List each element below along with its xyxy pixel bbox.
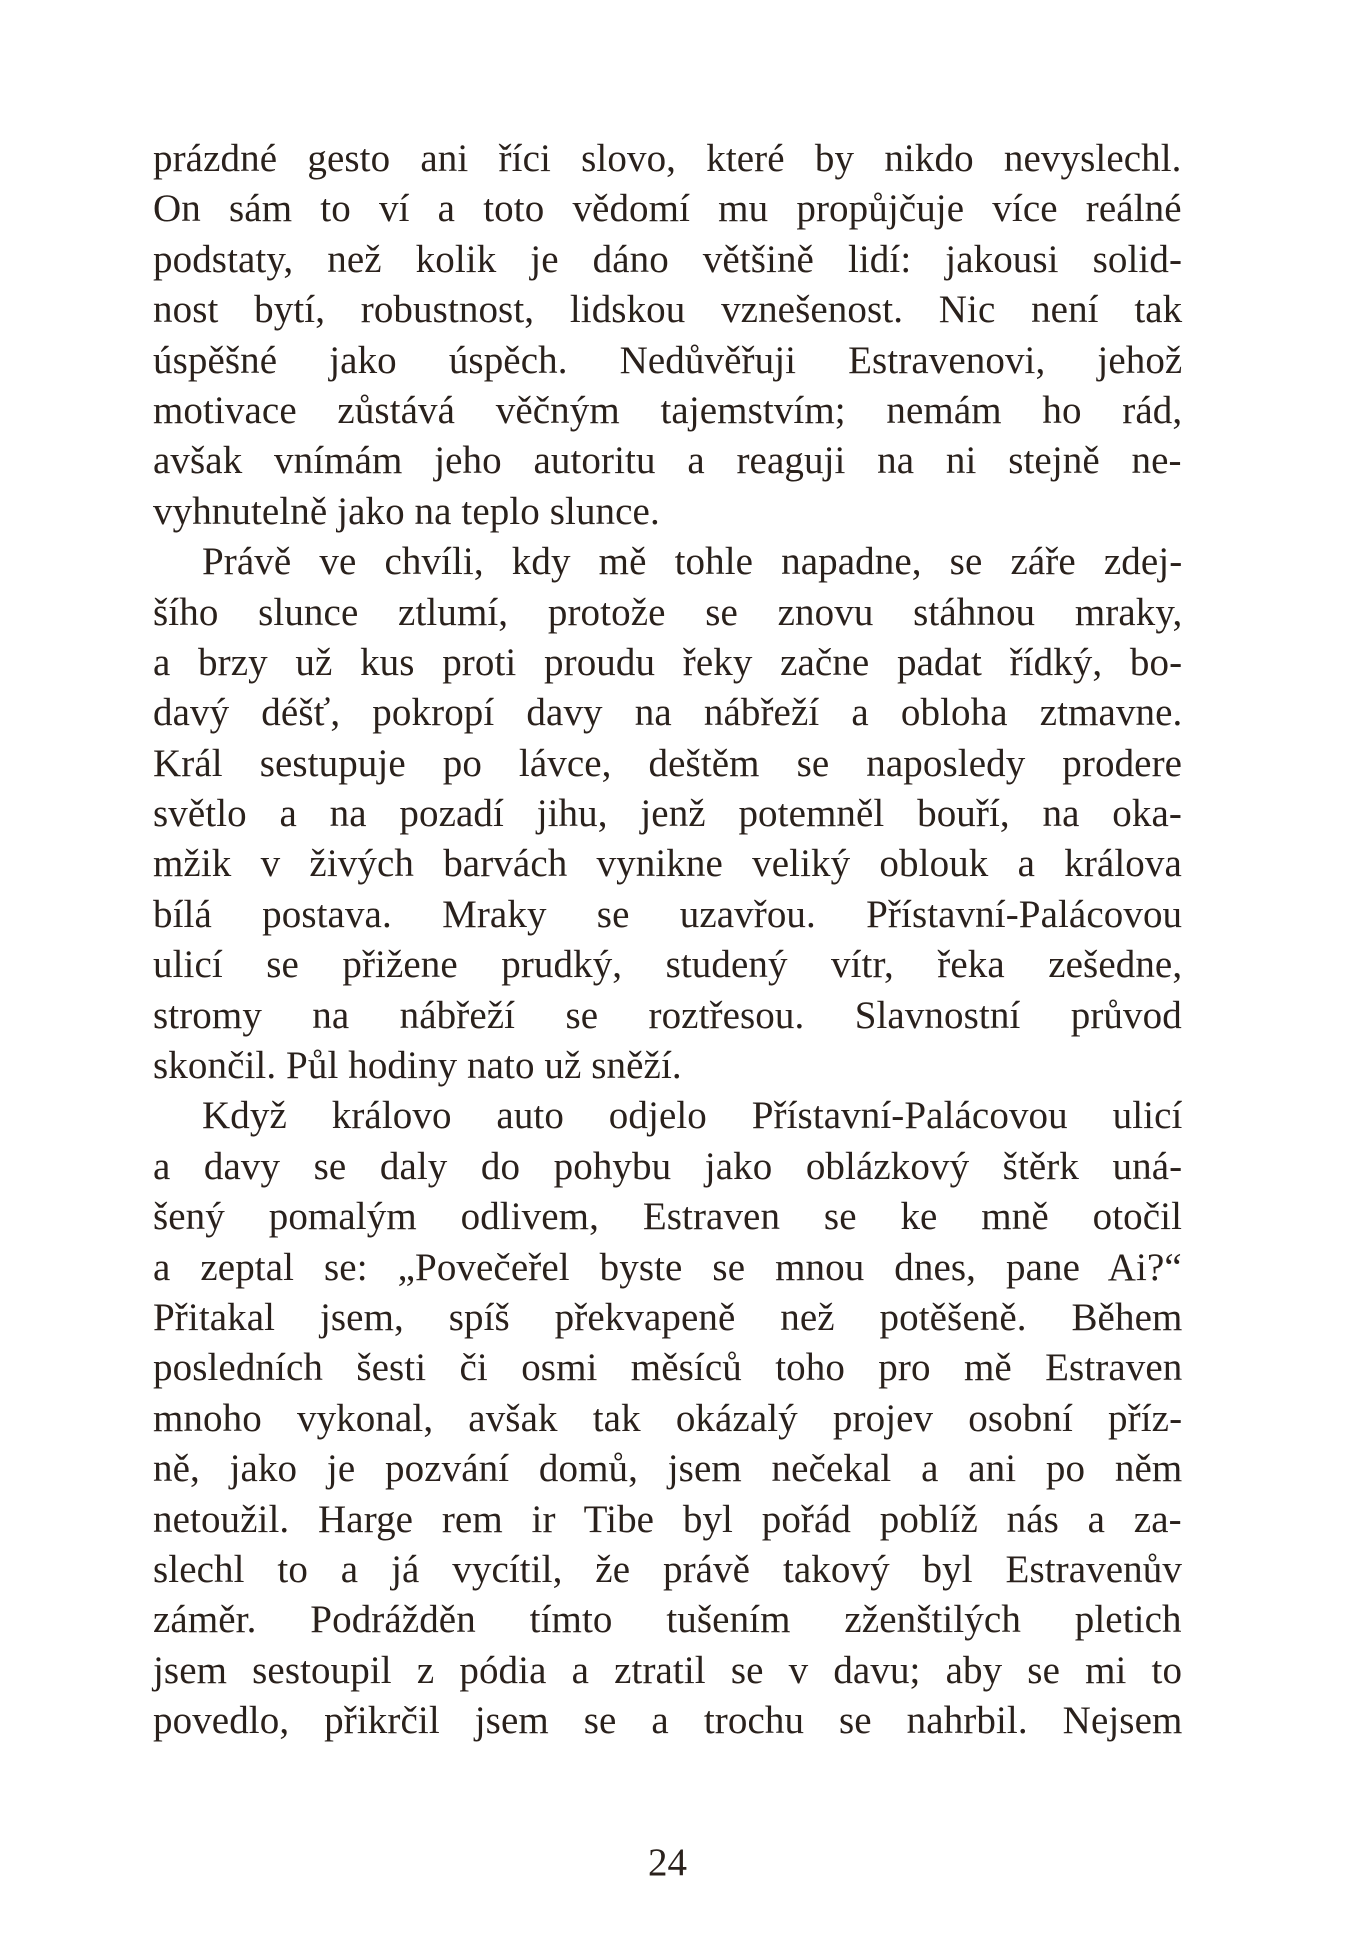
text-line: Král sestupuje po lávce, deštěm se naposledy prodere [153, 741, 1183, 785]
text-line: stromy na nábřeží se roztřesou. Slavnostní průvod [153, 993, 1182, 1037]
text-line: bílá postava. Mraky se uzavřou. Přístavní-Palácovou [153, 892, 1183, 936]
text-line: a zeptal se: „Povečeřel byste se mnou dnes, pane Ai?“ [153, 1245, 1182, 1289]
text-line: vyhnutelně jako na teplo slunce. [153, 489, 660, 533]
text-line: On sám to ví a toto vědomí mu propůjčuje více reálné [153, 187, 1182, 231]
text-line: avšak vnímám jeho autoritu a reaguji na ni stejně ne- [153, 439, 1182, 483]
text-line: Když královo auto odjelo Přístavní-Palácovou ulicí [202, 1094, 1183, 1138]
text-line: šího slunce ztlumí, protože se znovu stáhnou mraky, [153, 590, 1183, 634]
text-line: a davy se daly do pohybu jako oblázkový štěrk uná- [153, 1144, 1183, 1188]
text-line: skončil. Půl hodiny nato už sněží. [153, 1044, 682, 1088]
text-line: podstaty, než kolik je dáno většině lidí: jakousi solid- [153, 237, 1183, 281]
text-line: davý déšť, pokropí davy na nábřeží a obloha ztmavne. [153, 691, 1183, 735]
text-line: Právě ve chvíli, kdy mě tohle napadne, se záře zdej- [202, 540, 1183, 584]
paragraph-3 [153, 1091, 1182, 1746]
text-line: šený pomalým odlivem, Estraven se ke mně otočil [153, 1195, 1183, 1239]
text-line: mžik v živých barvách vynikne veliký oblouk a králova [153, 842, 1182, 886]
body-text [153, 134, 1182, 1747]
text-line: mnoho vykonal, avšak tak okázalý projev osobní příz- [153, 1396, 1183, 1440]
text-line: Přitakal jsem, spíš překvapeně než potěšeně. Během [153, 1295, 1183, 1339]
text-line: ulicí se přižene prudký, studený vítr, řeka zešedne, [153, 943, 1183, 987]
text-line: posledních šesti či osmi měsíců toho pro mě Estraven [153, 1346, 1183, 1390]
text-line: světlo a na pozadí jihu, jenž potemněl bouří, na oka- [153, 792, 1182, 836]
text-line: a brzy už kus proti proudu řeky začne padat řídký, bo- [153, 640, 1183, 684]
text-line: ně, jako je pozvání domů, jsem nečekal a ani po něm [153, 1447, 1183, 1491]
text-line: prázdné gesto ani říci slovo, které by nikdo nevyslechl. [153, 137, 1182, 180]
text-line: nost bytí, robustnost, lidskou vznešenost. Nic není tak [153, 288, 1183, 332]
page-number: 24 [648, 1841, 687, 1884]
text-line: jsem sestoupil z pódia a ztratil se v davu; aby se mi to [153, 1648, 1183, 1692]
text-line: slechl to a já vycítil, že právě takový byl Estravenův [153, 1547, 1182, 1591]
text-line: motivace zůstává věčným tajemstvím; nemám ho rád, [153, 388, 1183, 432]
paragraph-1 [153, 134, 1182, 537]
text-line: záměr. Podrážděn tímto tušením zženštilých pletich [153, 1598, 1182, 1642]
text-line: úspěšné jako úspěch. Nedůvěřuji Estravenovi, jehož [153, 338, 1183, 382]
paragraph-2 [153, 537, 1182, 1091]
text-line: povedlo, přikrčil jsem se a trochu se nahrbil. Nejsem [153, 1699, 1183, 1743]
text-line: netoužil. Harge rem ir Tibe byl pořád poblíž nás a za- [153, 1497, 1182, 1541]
